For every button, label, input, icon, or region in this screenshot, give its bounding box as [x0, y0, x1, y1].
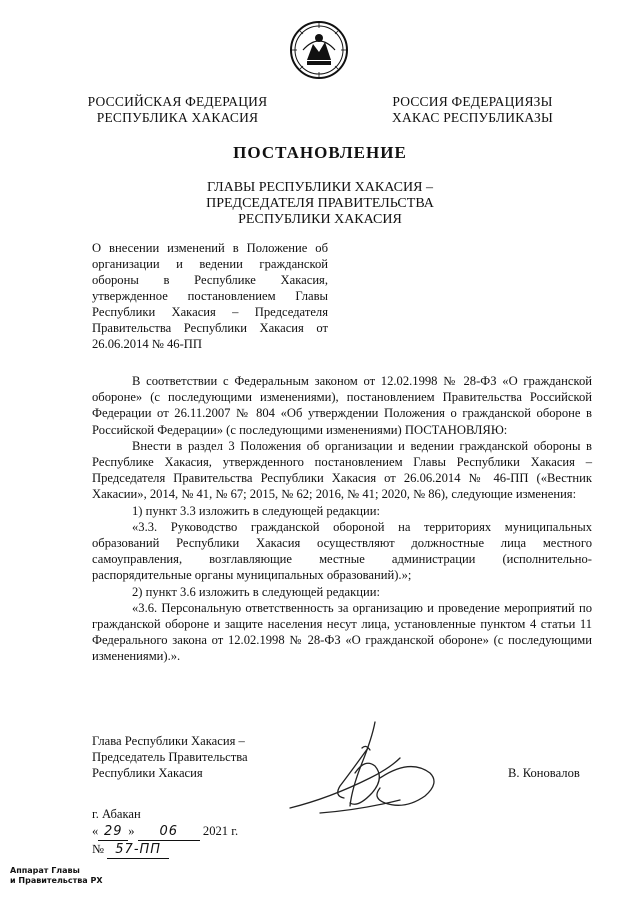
number-line [92, 841, 238, 859]
body-paragraph-1: В соответствии с Федеральным законом от 12.02.1998 № 28-ФЗ «О гражданской обороне» (с последующими изменениями), постановлением Правительства Российской Федерации от 26.11.2007 № 804 «Об утверждении Положения о гражданской обороне в Российской Федерации» (с последующими изменениями) ПОСТАНОВЛЯЮ: [92, 374, 592, 437]
signatory-line1: Глава Республики Хакасия – [92, 734, 245, 748]
signature-icon [280, 718, 445, 828]
header-right [375, 94, 570, 126]
signatory-title [92, 733, 292, 781]
body-paragraph-5: 2) пункт 3.6 изложить в следующей редакции: [132, 584, 380, 599]
header-left-line2: РЕСПУБЛИКА ХАКАСИЯ [96, 110, 259, 125]
header-right-line2: ХАКАС РЕСПУБЛИКАЗЫ [392, 110, 553, 125]
date-month: 06 [138, 823, 200, 841]
document-title: ПОСТАНОВЛЕНИЕ [233, 143, 407, 162]
number-prefix: № [92, 842, 105, 856]
header-left-line1: РОССИЙСКАЯ ФЕДЕРАЦИЯ [87, 94, 268, 109]
body-paragraph-6: «3.6. Персональную ответственность за организацию и проведение мероприятий по гражданской обороне и защите населения несут лица, установленные пунктом 4 статьи 11 Федерального закона от 12.02.1998 № 28-ФЗ «О гражданской обороне» (с последующими изменениями).». [92, 600, 592, 664]
signatory-line2: Председатель Правительства [92, 750, 248, 764]
office-stamp [10, 866, 103, 886]
signatory-name: В. Коновалов [508, 766, 580, 780]
document-number: 57-ПП [107, 841, 169, 859]
subtitle-line2: ПРЕДСЕДАТЕЛЯ ПРАВИТЕЛЬСТВА [206, 196, 434, 211]
document-subtitle [0, 180, 640, 228]
signatory-line3: Республики Хакасия [92, 766, 203, 780]
body-paragraph-3: 1) пункт 3.3 изложить в следующей редакции: [132, 503, 380, 518]
stamp-line2: и Правительства РХ [10, 876, 103, 885]
quote-open: « [92, 824, 99, 838]
header-left [80, 94, 275, 126]
subtitle-line3: РЕСПУБЛИКИ ХАКАСИЯ [238, 212, 402, 227]
date-year: 2021 г. [202, 824, 239, 838]
handwritten-signature [280, 718, 445, 828]
city: г. Абакан [92, 807, 141, 821]
khakassia-coat-of-arms-icon [289, 20, 349, 80]
quote-close: » [128, 824, 135, 838]
subtitle-line1: ГЛАВЫ РЕСПУБЛИКИ ХАКАСИЯ – [207, 180, 433, 195]
place-and-date [92, 806, 238, 859]
stamp-line1: Аппарат Главы [10, 866, 80, 875]
body-paragraph-4: «3.3. Руководство гражданской обороной на территориях муниципальных образований Республики Хакасия осуществляют должностные лица местного самоуправления, возглавляющие местные администрации (исполнительно-распорядительные органы муниципальных образований).»; [92, 519, 592, 583]
body-paragraph-2: Внести в раздел 3 Положения об организации и ведении гражданской обороны в Республике Хакасия, утвержденного постановлением Главы Республики Хакасия – Председателя Правительства Республики Хакасия от 26.06.2014 № 46-ПП («Вестник Хакасии», 2014, № 41, № 67; 2015, № 62; 2016, № 41; 2020, № 86), следующие изменения: [92, 438, 592, 502]
coat-of-arms-emblem [289, 20, 349, 80]
date-line [92, 823, 238, 841]
header-right-line1: РОССИЯ ФЕДЕРАЦИЯЗЫ [392, 94, 553, 109]
date-day: 29 [98, 823, 128, 841]
document-body [92, 373, 592, 665]
document-subject: О внесении изменений в Положение об организации и ведении гражданской обороны в Республике Хакасия, утвержденное постановлением Главы Республики Хакасия – Председателя Правительства Республики Хакасия от 26.06.2014 № 46-ПП [92, 241, 328, 351]
